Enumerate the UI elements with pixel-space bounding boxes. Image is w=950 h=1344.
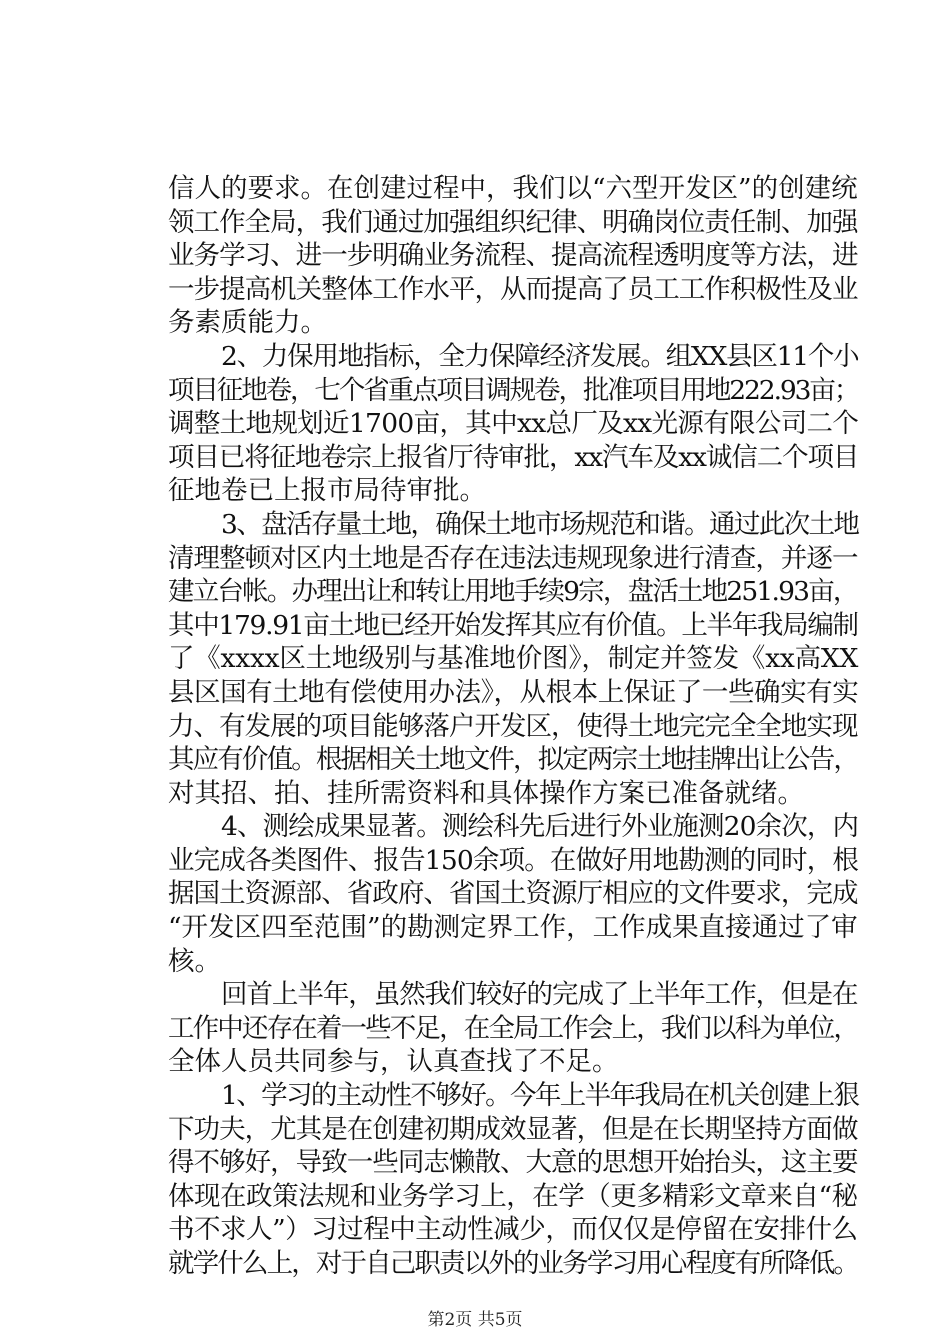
text-line: 其中179.91亩土地已经开始发挥其应有价值。上半年我局编制 bbox=[168, 609, 858, 641]
text-line: 一步提高机关整体工作水平，从而提高了员工工作积极性及业 bbox=[168, 273, 858, 305]
text-line: 县区国有土地有偿使用办法》，从根本上保证了一些确实有实 bbox=[168, 676, 859, 708]
text-line: 了《xxxx区土地级别与基准地价图》，制定并签发《xx高XX bbox=[168, 643, 859, 675]
page-number-footer: 第2页 共5页 bbox=[427, 1310, 523, 1330]
text-line: 业完成各类图件、报告150余项。在做好用地勘测的同时，根 bbox=[168, 844, 859, 876]
text-line: 工作中还存在着一些不足，在全局工作会上，我们以科为单位， bbox=[168, 1012, 858, 1044]
text-line: 书不求人”）习过程中主动性减少，而仅仅是停留在安排什么 bbox=[168, 1214, 858, 1246]
document-body bbox=[168, 172, 858, 1281]
text-line: 信人的要求。在创建过程中，我们以“六型开发区”的创建统 bbox=[168, 173, 858, 204]
text-line: 领工作全局，我们通过加强组织纪律、明确岗位责任制、加强 bbox=[168, 206, 858, 238]
text-line: 全体人员共同参与，认真查找了不足。 bbox=[168, 1046, 619, 1078]
text-line: 征地卷已上报市局待审批。 bbox=[168, 475, 486, 507]
paragraph-start-line: 4、测绘成果显著。测绘科先后进行外业施测20余次，内 bbox=[221, 811, 859, 843]
text-line: 下功夫，尤其是在创建初期成效显著，但是在长期坚持方面做 bbox=[168, 1113, 858, 1145]
text-line: 业务学习、进一步明确业务流程、提高流程透明度等方法，进 bbox=[168, 240, 858, 272]
text-line: 就学什么上，对于自己职责以外的业务学习用心程度有所降低。 bbox=[168, 1248, 858, 1279]
text-line: 务素质能力。 bbox=[168, 307, 327, 339]
text-line: 项目征地卷，七个省重点项目调规卷，批准项目用地222.93亩； bbox=[168, 374, 859, 406]
paragraph-start-line: 回首上半年，虽然我们较好的完成了上半年工作，但是在 bbox=[221, 979, 858, 1011]
text-line: 调整土地规划近1700亩，其中xx总厂及xx光源有限公司二个 bbox=[168, 408, 859, 440]
paragraph-start-line: 1、学习的主动性不够好。今年上半年我局在机关创建上狠 bbox=[221, 1080, 859, 1112]
text-line: 据国土资源部、省政府、省国土资源厅相应的文件要求，完成 bbox=[168, 878, 858, 910]
text-line: 建立台帐。办理出让和转让用地手续9宗，盘活土地251.93亩， bbox=[168, 576, 858, 608]
text-line: 得不够好，导致一些同志懒散、大意的思想开始抬头，这主要 bbox=[168, 1147, 858, 1179]
paragraph-start-line: 2、力保用地指标，全力保障经济发展。组XX县区11个小 bbox=[221, 340, 859, 372]
text-line: 其应有价值。根据相关土地文件，拟定两宗土地挂牌出让公告， bbox=[168, 744, 858, 776]
text-line: 核。 bbox=[168, 945, 221, 977]
text-line: 清理整顿对区内土地是否存在违法违规现象进行清查，并逐一 bbox=[168, 542, 858, 574]
text-line: “开发区四至范围”的勘测定界工作，工作成果直接通过了审 bbox=[168, 912, 858, 944]
text-line: 项目已将征地卷宗上报省厅待审批，xx汽车及xx诚信二个项目 bbox=[168, 441, 859, 473]
paragraph-start-line: 3、盘活存量土地，确保土地市场规范和谐。通过此次土地 bbox=[221, 508, 859, 540]
text-line: 力、有发展的项目能够落户开发区，使得土地完完全全地实现 bbox=[168, 710, 858, 742]
text-line: 体现在政策法规和业务学习上，在学（更多精彩文章来自“秘 bbox=[168, 1180, 858, 1212]
text-line: 对其招、拍、挂所需资料和具体操作方案已准备就绪。 bbox=[168, 777, 804, 809]
